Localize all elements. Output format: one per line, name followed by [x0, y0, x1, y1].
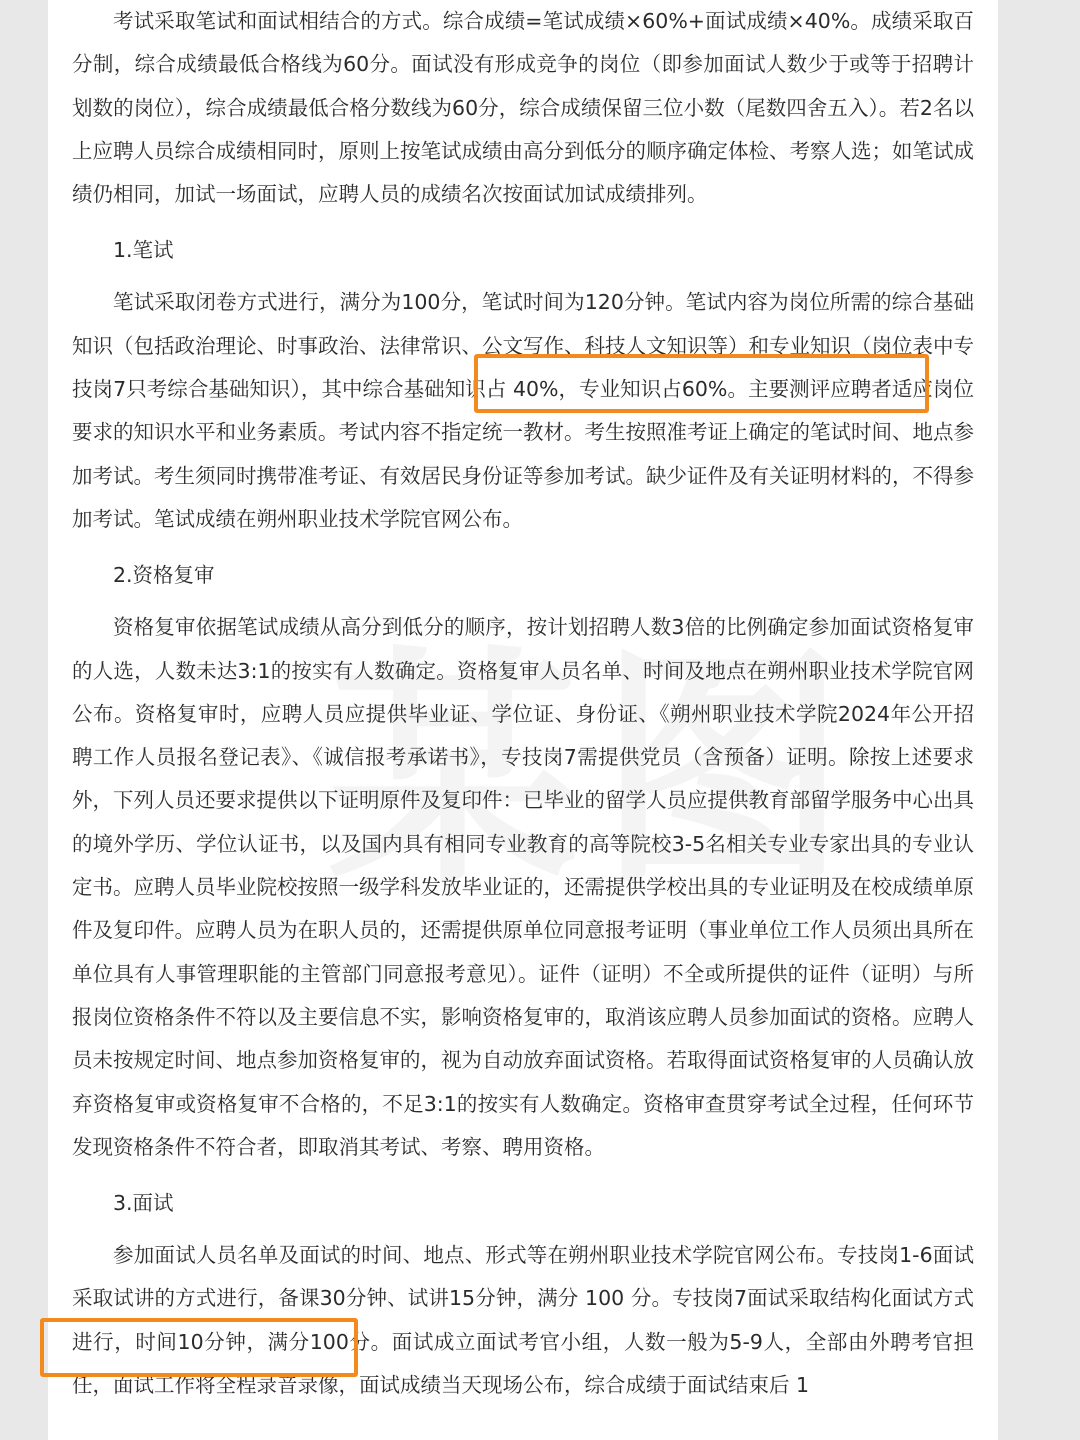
- qualification-review-paragraph: 资格复审依据笔试成绩从高分到低分的顺序，按计划招聘人数3倍的比例确定参加面试资格复审的人选，人数未达3:1的按实有人数确定。资格复审人员名单、时间及地点在朔州职业技术学院官网公布。资格复审时，应聘人员应提供毕业证、学位证、身份证、《朔州职业技术学院2024年公开招聘工作人员报名登记表》、《诚信报考承诺书》，专技岗7需提供党员（含预备）证明。除按上述要求外，下列人员还要求提供以下证明原件及复印件：已毕业的留学人员应提供教育部留学服务中心出具的境外学历、学位认证书，以及国内具有相同专业教育的高等院校3-5名相关专业专家出具的专业认定书。应聘人员毕业院校按照一级学科发放毕业证的，还需提供学校出具的专业证明及在校成绩单原件及复印件。应聘人员为在职人员的，还需提供原单位同意报考证明（事业单位工作人员须出具所在单位具有人事管理职能的主管部门同意报考意见）。证件（证明）不全或所提供的证件（证明）与所报岗位资格条件不符以及主要信息不实，影响资格复审的，取消该应聘人员参加面试的资格。应聘人员未按规定时间、地点参加资格复审的，视为自动放弃面试资格。若取得面试资格复审的人员确认放弃资格复审或资格复审不合格的，不足3:1的按实有人数确定。资格审查贯穿考试全过程，任何环节发现资格条件不符合者，即取消其考试、考察、聘用资格。: [72, 615, 974, 1159]
- written-exam-text-a: 笔试采取闭卷方式进行，满分为100分，笔试时间为120分钟。笔试内容为岗位所需的综合基础知识（包括政治理论、时事政治、法律常识、公文写作、科技人文知识等）和专业知识（岗位表中专技岗7只考综合基础知识），: [72, 290, 974, 402]
- written-exam-text-b: 主要测评应聘者适应岗位要求的知识水平和业务素质。考试内容不指定统一教材。考生按照准考证上确定的笔试时间、地点参加考试。考生须同时携带准考证、有效居民身份证等参加考试。缺少证件及有关证明材料的，不得参加考试。笔试成绩在朔州职业技术学院官网公布。: [72, 377, 975, 531]
- interview-paragraph: 参加面试人员名单及面试的时间、地点、形式等在朔州职业技术学院官网公布。专技岗1-6面试采取试讲的方式进行，备课30分钟、试讲15分钟，满分 100 分。专技岗7面试采取结构化面试方式进行，时间10分钟，满分100分。面试成立面试考官小组，人数一般为5-9人，全部由外聘考官担任，面试工作将全程录音录像，面试成绩当天现场公布，综合成绩于面试结束后 1: [72, 1243, 974, 1398]
- section-heading-qualification-review: 2.资格复审: [113, 563, 215, 588]
- intro-paragraph: 考试采取笔试和面试相结合的方式。综合成绩=笔试成绩×60%+面试成绩×40%。成绩采取百分制，综合成绩最低合格线为60分。面试没有形成竞争的岗位（即参加面试人数少于或等于招聘计划数的岗位），综合成绩最低合格分数线为60分，综合成绩保留三位小数（尾数四舍五入）。若2名以上应聘人员综合成绩相同时，原则上按笔试成绩由高分到低分的顺序确定体检、考察人选；如笔试成绩仍相同，加试一场面试，应聘人员的成绩名次按面试加试成绩排列。: [72, 9, 974, 207]
- section-heading-interview: 3.面试: [113, 1191, 174, 1216]
- section-heading-written-exam: 1.笔试: [113, 238, 174, 263]
- document-page: [48, 0, 998, 1440]
- highlighted-weight-text: 其中综合基础知识占 40%，专业知识占60%。: [321, 377, 749, 402]
- written-exam-paragraph: [72, 281, 974, 541]
- document-body: [72, 0, 974, 1407]
